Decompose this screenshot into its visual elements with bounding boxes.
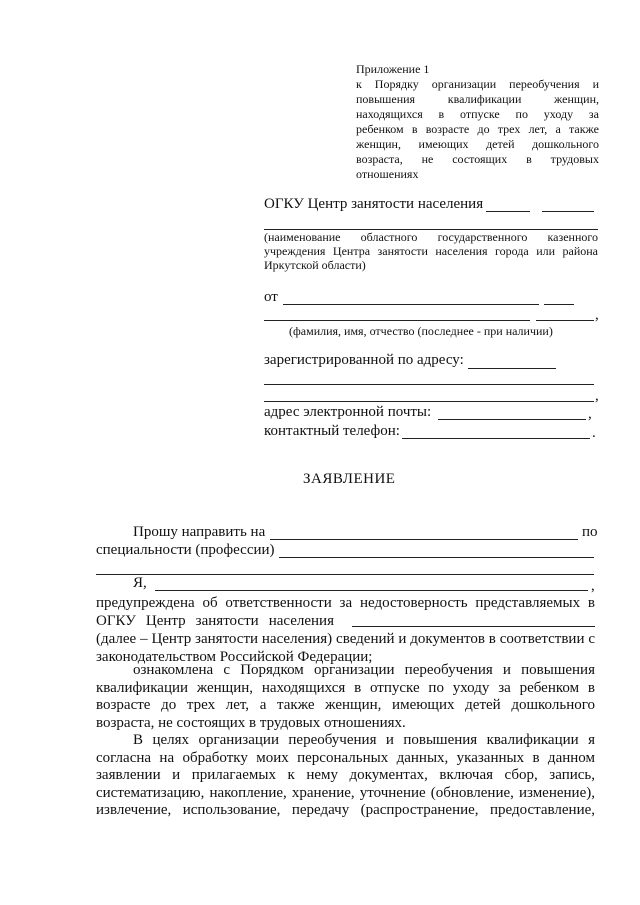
address-line[interactable] <box>468 368 556 369</box>
paragraph-line: заявлении и прилагаемых к нему документах, включая сбор, запись, <box>96 767 595 783</box>
ya-name-line[interactable] <box>155 590 588 591</box>
applicant-name-line-2[interactable] <box>264 320 530 321</box>
specialty-label: специальности (профессии) <box>96 542 275 558</box>
paragraph-warning <box>96 594 595 666</box>
email-label: адрес электронной почты: <box>264 404 432 420</box>
org-name-line[interactable] <box>486 211 530 212</box>
annex-title: Приложение 1 <box>356 62 430 76</box>
address-line-2[interactable] <box>264 384 594 385</box>
annex-line: ребенком в возрасте до трех лет, а также <box>356 122 599 136</box>
annex-line: возраста, не состоящих в трудовых <box>356 152 599 166</box>
email-line[interactable] <box>438 419 586 420</box>
paragraph-consent <box>96 732 595 820</box>
paragraph-line: возрасте до трех лет, а также женщин, имеющих детей дошкольного <box>96 697 595 713</box>
org-hint-line: Иркутской области) <box>264 258 366 272</box>
org-hint <box>264 230 598 272</box>
address-label: зарегистрированной по адресу: <box>264 352 464 368</box>
annex-line: повышения квалификации женщин, <box>356 92 599 106</box>
paragraph-line: ознакомлена с Порядком организации переобучения и повышения <box>133 662 595 678</box>
annex-line: отношениях <box>356 167 419 181</box>
paragraph-acquainted <box>96 662 595 732</box>
org-inline: ОГКУ Центр занятости населения <box>96 613 334 629</box>
paragraph-line: согласна на обработку моих персональных данных, указанных в данном <box>96 749 595 766</box>
course-line[interactable] <box>270 539 578 540</box>
paragraph-line: систематизацию, накопление, хранение, уточнение (обновление, изменение), <box>96 784 595 801</box>
annex-line: к Порядку организации переобучения и <box>356 77 599 91</box>
annex-line: женщин, имеющих детей дошкольного <box>356 137 599 151</box>
phone-line[interactable] <box>402 438 590 439</box>
request-start: Прошу направить на <box>133 524 266 540</box>
paragraph-line: В целях организации переобучения и повышения квалификации я <box>133 732 595 748</box>
paragraph-line: предупреждена об ответственности за недостоверность представляемых в <box>96 595 595 611</box>
annex-text <box>356 77 599 182</box>
paragraph-line <box>96 612 595 630</box>
request-po: по <box>582 524 598 540</box>
comma: , <box>595 307 599 323</box>
name-hint: (фамилия, имя, отчество (последнее - при наличии) <box>289 324 553 338</box>
specialty-line[interactable] <box>279 557 594 558</box>
org-name: ОГКУ Центр занятости населения <box>264 196 484 212</box>
paragraph-line: законодательством Российской Федерации; <box>96 649 373 665</box>
paragraph-line: возраста, не состоящих в трудовых отношениях. <box>96 714 406 731</box>
specialty-line-2[interactable] <box>96 574 594 575</box>
org-hint-line: учреждения Центра занятости населения города или района <box>264 244 598 258</box>
comma: , <box>588 406 592 422</box>
org-name-line[interactable] <box>542 211 594 212</box>
applicant-name-line[interactable] <box>544 304 574 305</box>
applicant-name-line[interactable] <box>283 304 539 305</box>
paragraph-line: квалификации женщин, находящихся в отпуске по уходу за ребенком в <box>96 679 595 696</box>
document-title: ЗАЯВЛЕНИЕ <box>303 471 396 487</box>
annex-line: находящихся в отпуске по уходу за <box>356 107 599 121</box>
org-hint-line: (наименование областного государственного казенного <box>264 230 598 244</box>
from-label: от <box>264 289 278 305</box>
period: . <box>592 425 596 441</box>
comma: , <box>591 578 595 594</box>
phone-label: контактный телефон: <box>264 423 400 439</box>
paragraph-line: извлечение, использование, передачу (распространение, предоставление, <box>96 802 595 818</box>
applicant-name-line-2[interactable] <box>536 320 594 321</box>
ya-label: Я, <box>133 575 147 591</box>
org-inline-line[interactable] <box>352 626 595 627</box>
comma: , <box>595 388 599 404</box>
address-line-3[interactable] <box>264 401 594 402</box>
paragraph-line: (далее – Центр занятости населения) сведений и документов в соответствии с <box>96 631 595 647</box>
